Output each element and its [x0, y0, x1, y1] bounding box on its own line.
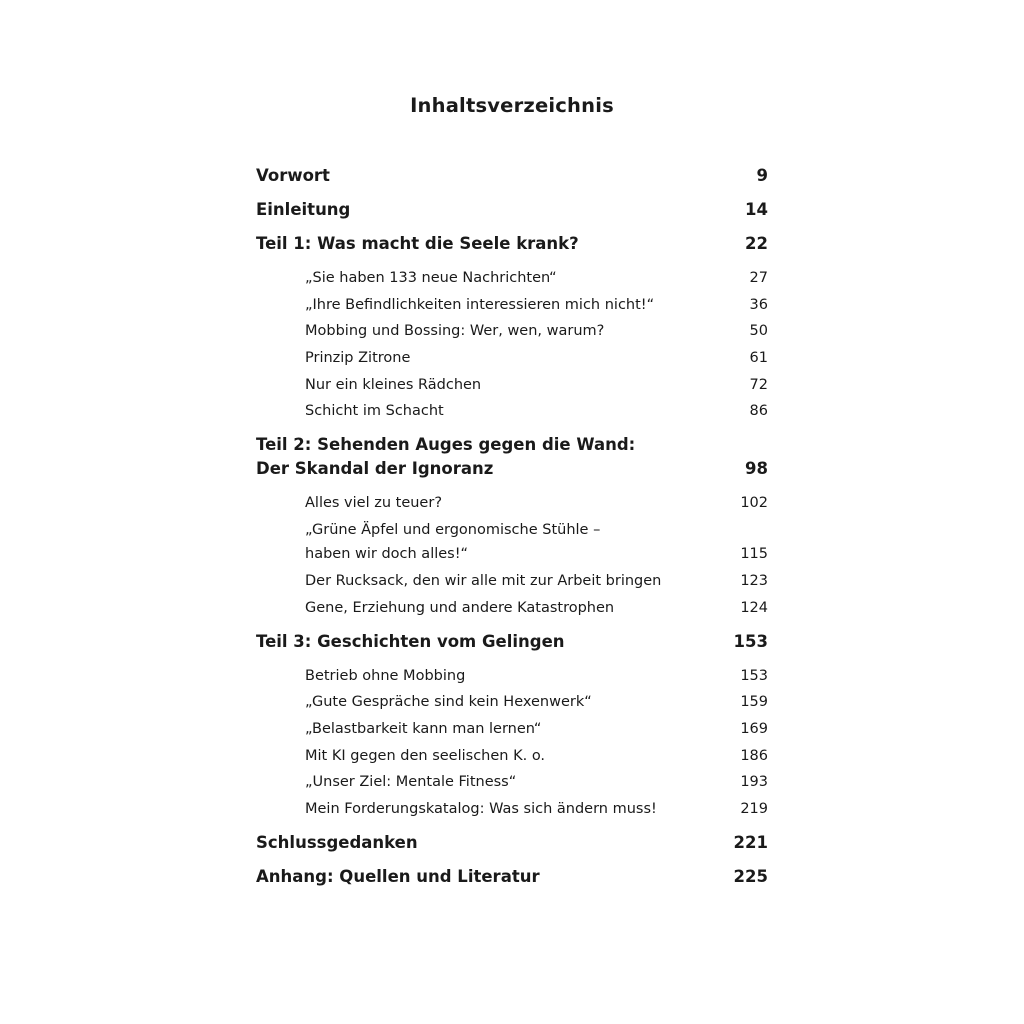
- toc-chapter: [256, 831, 768, 855]
- toc-section: [256, 569, 768, 593]
- toc-entry-title-line: Mobbing und Bossing: Wer, wen, warum?: [305, 323, 605, 340]
- toc-entry-title: [305, 319, 768, 343]
- toc-page-number: 123: [740, 572, 768, 589]
- toc-page-number: 124: [740, 599, 768, 616]
- toc-entry-title-line: Prinzip Zitrone: [305, 350, 411, 367]
- toc-entry-title-line: haben wir doch alles!“: [305, 546, 469, 563]
- toc-entry-title: [305, 518, 768, 566]
- toc-entry-title-line: Nur ein kleines Rädchen: [305, 376, 482, 393]
- toc-page-number: 50: [749, 323, 768, 340]
- toc-entry-title-line: Schicht im Schacht: [305, 403, 444, 420]
- toc-entry-title-line: Teil 3: Geschichten vom Gelingen: [256, 631, 565, 651]
- toc-page-number: 169: [740, 720, 768, 737]
- toc-page-number: 27: [749, 270, 768, 286]
- toc-entry-title: [256, 865, 768, 889]
- toc-page-number: 72: [749, 376, 768, 393]
- toc-entry-title-line: Der Rucksack, den wir alle mit zur Arbeit bringen: [305, 572, 662, 589]
- toc-page-number: 14: [745, 200, 768, 219]
- toc-page-number: 98: [745, 459, 768, 479]
- toc-entry-title: [305, 373, 768, 397]
- toc-chapter: [256, 164, 768, 188]
- toc-page-number: 153: [740, 667, 768, 684]
- toc-entry-title: [305, 770, 768, 794]
- page-title: Inhaltsverzeichnis: [410, 94, 614, 117]
- toc-entry-title: [305, 744, 768, 768]
- toc-page-number: 36: [749, 296, 768, 313]
- toc-entry-title: [256, 164, 768, 188]
- toc-page-number: 9: [756, 166, 768, 185]
- toc-section: [256, 664, 768, 688]
- toc-section: [256, 797, 768, 821]
- toc-entry-title-line: Betrieb ohne Mobbing: [305, 667, 466, 684]
- toc-entry-title: [305, 690, 768, 714]
- toc-entry-title-line: Mein Forderungskatalog: Was sich ändern muss!: [305, 800, 657, 817]
- toc-section: [256, 770, 768, 794]
- toc-page-number: 159: [740, 694, 768, 711]
- toc-entry-title: [256, 232, 768, 256]
- toc-entry-title: [305, 664, 768, 688]
- table-of-contents: [256, 164, 768, 899]
- toc-entry-title: [305, 491, 768, 515]
- toc-section: [256, 293, 768, 317]
- toc-entry-title: [305, 293, 768, 317]
- toc-entry-title-line: Anhang: Quellen und Literatur: [256, 866, 540, 886]
- toc-page-number: 61: [749, 350, 768, 367]
- toc-entry-title: [305, 266, 768, 290]
- toc-entry-title-line: Teil 1: Was macht die Seele krank?: [256, 234, 579, 253]
- toc-entry-title-line: Der Skandal der Ignoranz: [256, 459, 494, 479]
- toc-entry-title: [305, 797, 768, 821]
- toc-entry-title-line: „Belastbarkeit kann man lernen“: [305, 720, 542, 737]
- toc-page-number: 115: [740, 546, 768, 563]
- toc-entry-title-line: „Ihre Befindlichkeiten interessieren mich nicht!“: [305, 296, 655, 313]
- toc-entry-title: [305, 717, 768, 741]
- toc-section: [256, 744, 768, 768]
- toc-entry-title-line: Vorwort: [256, 166, 330, 185]
- toc-entry-title: [305, 399, 768, 423]
- toc-entry-title: [256, 198, 768, 222]
- toc-section: [256, 717, 768, 741]
- toc-entry-title: [305, 596, 768, 620]
- toc-page-number: 219: [740, 800, 768, 817]
- toc-entry-title-line: Einleitung: [256, 200, 351, 219]
- toc-entry-title-line: „Sie haben 133 neue Nachrichten“: [305, 270, 557, 286]
- toc-section: [256, 491, 768, 515]
- toc-section: [256, 266, 768, 290]
- toc-chapter: [256, 865, 768, 889]
- toc-page-number: 186: [740, 747, 768, 764]
- toc-page-number: 221: [733, 832, 768, 852]
- toc-entry-title: [256, 630, 768, 654]
- toc-entry-title-line: Teil 2: Sehenden Auges gegen die Wand:: [256, 435, 636, 455]
- toc-page-number: 225: [733, 866, 768, 886]
- toc-entry-title: [256, 433, 768, 481]
- toc-page-number: 102: [740, 495, 768, 512]
- toc-page-number: 153: [733, 631, 768, 651]
- toc-section: [256, 399, 768, 423]
- toc-section: [256, 690, 768, 714]
- toc-entry-title-line: Mit KI gegen den seelischen K. o.: [305, 747, 546, 764]
- toc-page-number: 193: [740, 774, 768, 791]
- toc-section: [256, 373, 768, 397]
- toc-page-number: 22: [745, 234, 768, 253]
- toc-entry-title-line: Alles viel zu teuer?: [305, 495, 443, 512]
- toc-chapter: [256, 198, 768, 222]
- toc-chapter: [256, 630, 768, 654]
- toc-section: [256, 319, 768, 343]
- toc-entry-title: [305, 569, 768, 593]
- toc-entry-title-line: „Grüne Äpfel und ergonomische Stühle –: [305, 522, 601, 539]
- toc-entry-title: [256, 831, 768, 855]
- toc-section: [256, 346, 768, 370]
- toc-section: [256, 518, 768, 566]
- toc-entry-title-line: „Unser Ziel: Mentale Fitness“: [305, 774, 517, 791]
- toc-entry-title-line: „Gute Gespräche sind kein Hexenwerk“: [305, 694, 592, 711]
- toc-chapter: [256, 232, 768, 256]
- toc-section: [256, 596, 768, 620]
- toc-entry-title-line: Gene, Erziehung und andere Katastrophen: [305, 599, 615, 616]
- toc-entry-title-line: Schlussgedanken: [256, 832, 418, 852]
- toc-chapter: [256, 433, 768, 481]
- toc-entry-title: [305, 346, 768, 370]
- toc-page-number: 86: [749, 403, 768, 420]
